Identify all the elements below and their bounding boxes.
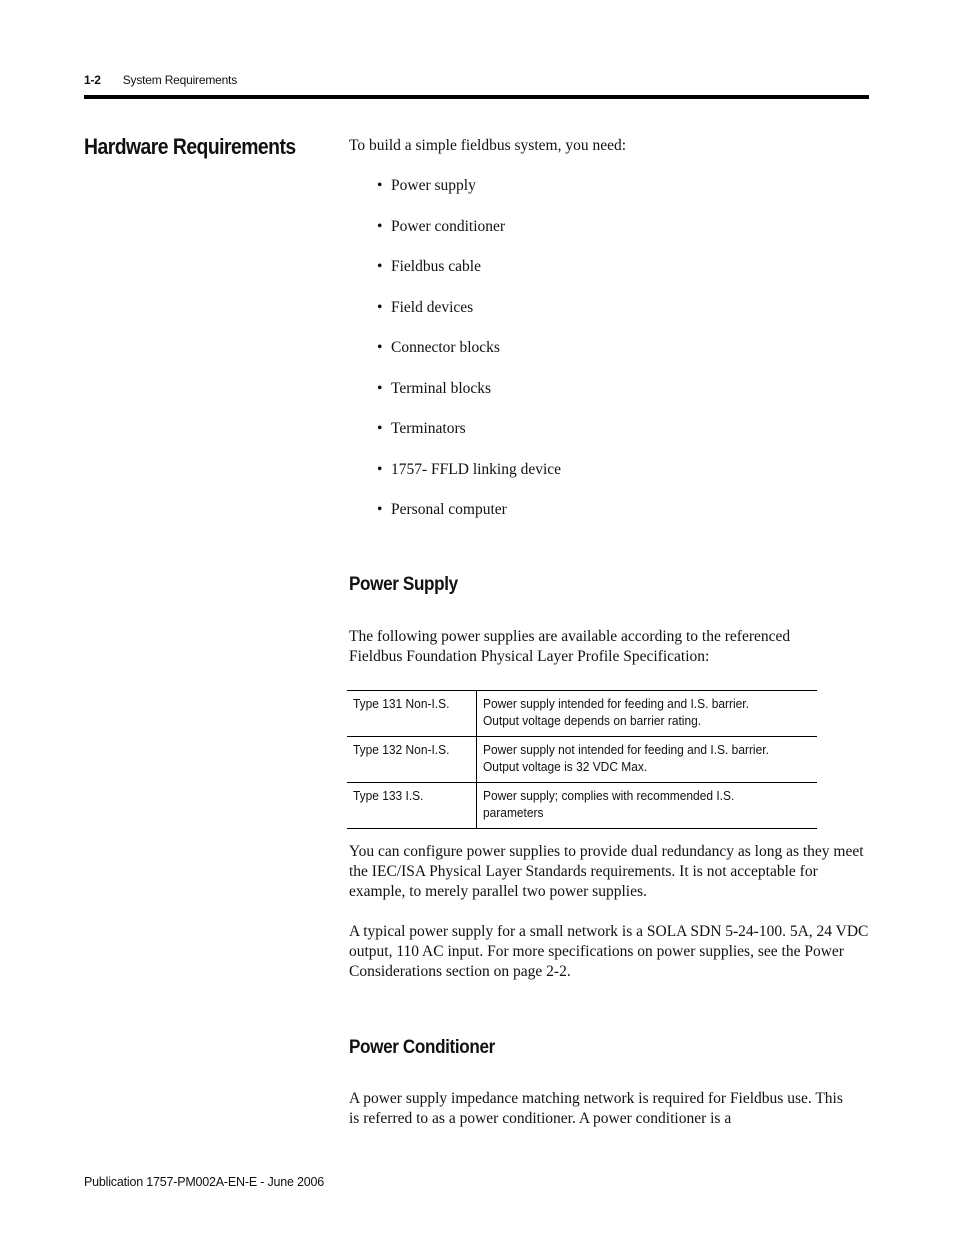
- list-item: • Personal computer: [377, 501, 507, 518]
- running-header: [84, 73, 237, 87]
- bullet-icon: •: [377, 460, 383, 478]
- table-cell-type: Type 132 Non-I.S.: [347, 737, 477, 783]
- table-row: [347, 691, 817, 737]
- list-item: • Field devices: [377, 298, 474, 316]
- list-item: • Power conditioner: [377, 217, 506, 235]
- bullet-icon: •: [377, 379, 383, 397]
- table-row: [347, 737, 817, 783]
- bullet-icon: •: [377, 420, 383, 437]
- list-item: • 1757- FFLD linking device: [377, 460, 562, 478]
- bullet-icon: •: [377, 217, 383, 235]
- power-supply-heading: Power Supply: [349, 574, 458, 595]
- section-title: Hardware Requirements: [84, 134, 296, 159]
- list-item: • Terminators: [377, 420, 466, 437]
- intro-text: To build a simple fieldbus system, you need:: [349, 137, 627, 154]
- table-cell-description: Power supply; complies with recommended I.S. parameters: [477, 783, 818, 829]
- table-cell-description: Power supply intended for feeding and I.S. barrier. Output voltage depends on barrier rating.: [477, 691, 818, 737]
- bullet-icon: •: [377, 177, 383, 194]
- table-row: [347, 783, 817, 829]
- typical-supply-paragraph: A typical power supply for a small network is a SOLA SDN 5-24-100. 5A, 24 VDC output, 110 AC input. For more specifications on power supplies, see the Power Considerations section on page 2-2.: [349, 923, 869, 980]
- requirements-list: [377, 176, 561, 541]
- chapter-title: System Requirements: [122, 73, 237, 87]
- publication-footer: Publication 1757-PM002A-EN-E - June 2006: [84, 1175, 325, 1189]
- bullet-icon: •: [377, 258, 383, 275]
- table-cell-type: Type 131 Non-I.S.: [347, 691, 477, 737]
- page-number: 1-2: [84, 73, 101, 87]
- list-item: • Terminal blocks: [377, 379, 492, 397]
- redundancy-paragraph: You can configure power supplies to provide dual redundancy as long as they meet the IEC/ISA Physical Layer Standards requirements. It is not acceptable for example, to merely parallel two power supplies.: [349, 843, 864, 900]
- bullet-icon: •: [377, 501, 383, 518]
- power-conditioner-heading: Power Conditioner: [349, 1037, 495, 1058]
- power-supply-intro: The following power supplies are available according to the referenced Fieldbus Foundation Physical Layer Profile Specification:: [349, 628, 791, 665]
- power-conditioner-paragraph: A power supply impedance matching network is required for Fieldbus use. This is referred to as a power conditioner. A power conditioner is a: [349, 1090, 843, 1127]
- list-item: • Power supply: [377, 177, 476, 194]
- power-supply-table: [347, 690, 817, 829]
- bullet-icon: •: [377, 339, 383, 356]
- header-rule: [84, 95, 869, 99]
- table-cell-description: Power supply not intended for feeding and I.S. barrier. Output voltage is 32 VDC Max.: [477, 737, 818, 783]
- bullet-icon: •: [377, 298, 383, 316]
- list-item: • Fieldbus cable: [377, 258, 481, 275]
- table-cell-type: Type 133 I.S.: [347, 783, 477, 829]
- list-item: • Connector blocks: [377, 339, 500, 356]
